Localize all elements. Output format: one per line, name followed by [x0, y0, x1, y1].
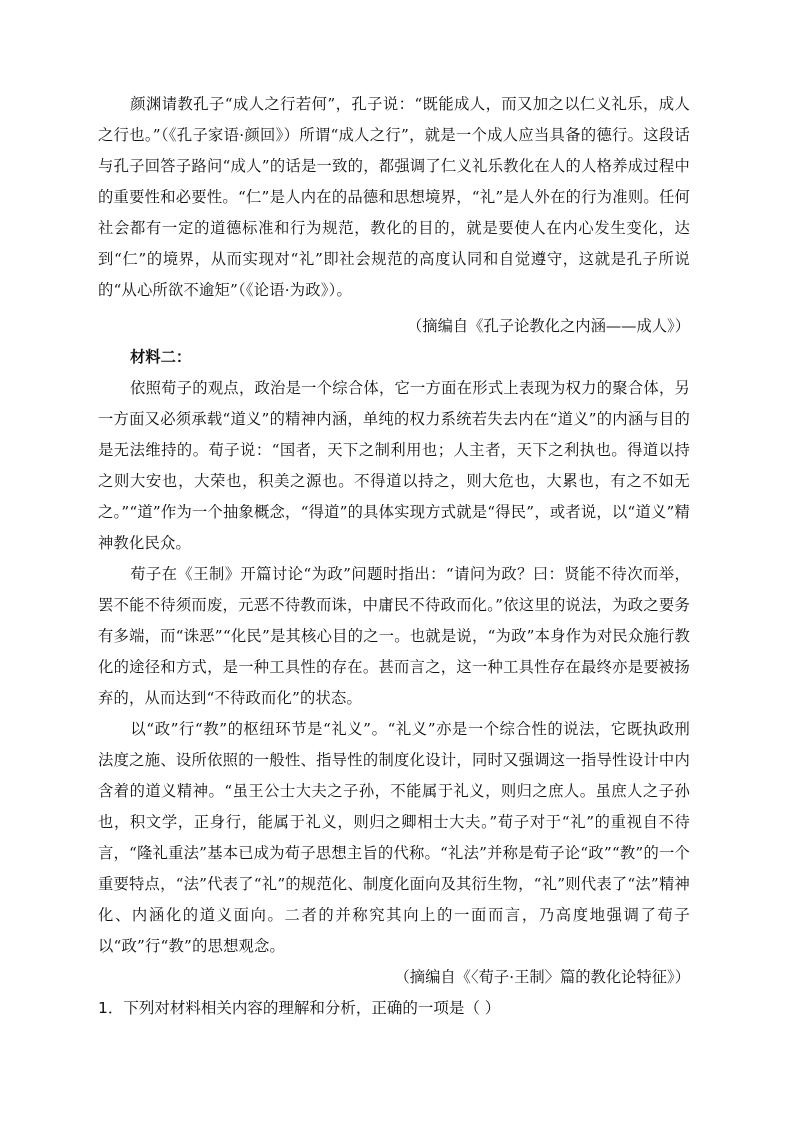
question-1: 1．下列对材料相关内容的理解和分析，正确的一项是（ ） [98, 999, 501, 1017]
material2-heading: 材料二： [130, 348, 192, 366]
material2-source: （摘编自《〈荀子·王制〉篇的教化论特征》） [394, 968, 690, 986]
material2-paragraph-3: 以“政”行“教”的枢纽环节是“礼义”。“礼义”亦是一个综合性的说法，它既执政刑法度之施、设所依照的一般性、指导性的制度化设计，同时又强调这一指导性设计中内含着的道义精神。“虽王公士大夫之子孙，不能属于礼义，则归之庶人。虽庶人之子孙也，积文学，正身行，能属于礼义，则归之卿相士大夫。”荀子对于“礼”的重视自不待言，“隆礼重法”基本已成为荀子思想主旨的代称。“礼法”并称是荀子论“政”“教”的一个重要特点，“法”代表了“礼”的规范化、制度化面向及其衍生物，“礼”则代表了“法”精神化、内涵化的道义面向。二者的并称究其向上的一面而言，乃高度地强调了荀子以“政”行“教”的思想观念。 [98, 720, 690, 955]
material2-paragraph-2: 荀子在《王制》开篇讨论“为政”问题时指出：“请问为政？曰：贤能不待次而举，罢不能不待须而废，元恶不待教而诛，中庸民不待政而化。”依这里的说法，为政之要务有多端，而“诛恶”“化民”是其核心目的之一。也就是说，“为政”本身作为对民众施行教化的途径和方式，是一种工具性的存在。甚而言之，这一种工具性存在最终亦是要被扬弃的，从而达到“不待政而化”的状态。 [98, 565, 690, 707]
material1-source: （摘编自《孔子论教化之内涵——成人》） [407, 317, 690, 335]
material1-paragraph: 颜渊请教孔子“成人之行若何”，孔子说：“既能成人，而又加之以仁义礼乐，成人之行也。”（《孔子家语·颜回》）所谓“成人之行”，就是一个成人应当具备的德行。这段话与孔子回答子路问“成人”的话是一致的，都强调了仁义礼乐教化在人的人格养成过程中的重要性和必要性。“仁”是人内在的品德和思想境界，“礼”是人外在的行为准则。任何社会都有一定的道德标准和行为规范，教化的目的，就是要使人在内心发生变化，达到“仁”的境界，从而实现对“礼”即社会规范的高度认同和自觉遵守，这就是孔子所说的“从心所欲不逾矩”（《论语·为政》）。 [98, 95, 690, 299]
material2-paragraph-1: 依照荀子的观点，政治是一个综合体，它一方面在形式上表现为权力的聚合体，另一方面又必须承载“道义”的精神内涵，单纯的权力系统若失去内在“道义”的内涵与目的是无法维持的。荀子说：“国者，天下之制利用也；人主者，天下之利执也。得道以持之则大安也，大荣也，积美之源也。不得道以持之，则大危也，大累也，有之不如无之。”“道”作为一个抽象概念，“得道”的具体实现方式就是“得民”，或者说，以“道义”精神教化民众。 [98, 379, 690, 552]
